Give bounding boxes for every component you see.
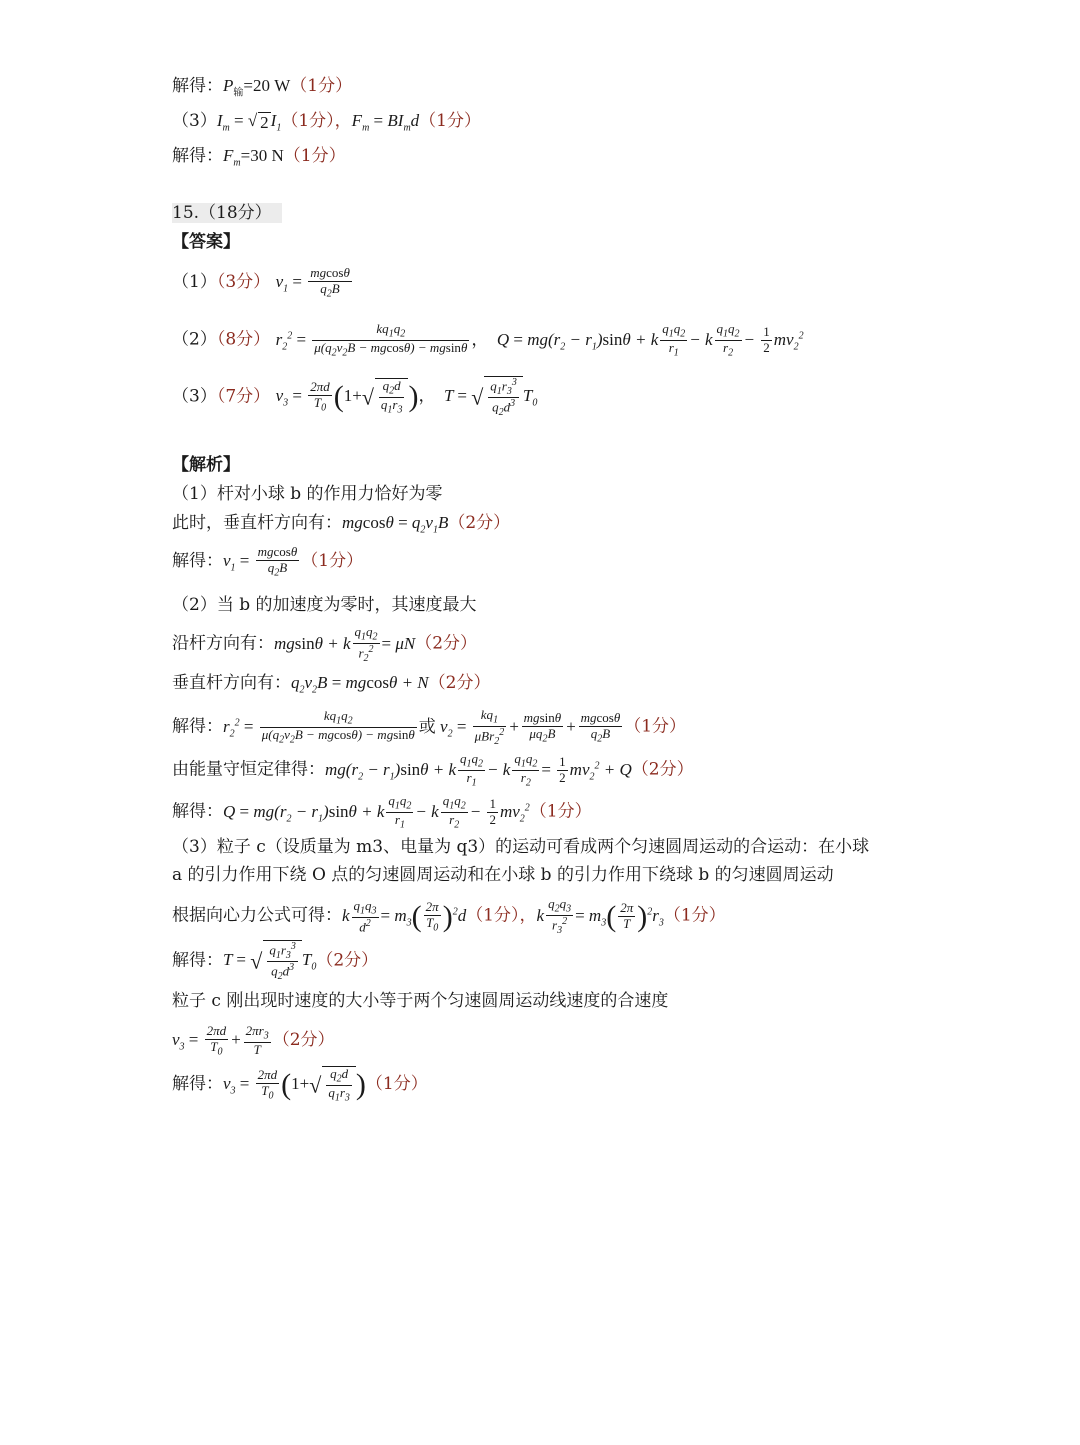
analysis-heading <box>172 456 240 476</box>
score-tag: （2分） <box>316 950 379 971</box>
score-tag: （2分） <box>415 633 478 654</box>
score-tag: （2分） <box>428 673 491 693</box>
answer-label: 【答案】 <box>172 232 240 252</box>
score-tag: （7分） <box>216 386 271 407</box>
q-formula: $Q = mg(r_2 - r_1)\sin\theta + k$ $\frac{q_1q_2}{r_1}$ − k $\frac{q_1q_2}{r_2}$ − $\frac{1}{2}$ $mv_2^2$ <box>223 793 530 831</box>
analysis-centripetal <box>172 897 726 937</box>
solve-label: 解得： <box>172 76 223 96</box>
score-tag: （2分） <box>272 1029 335 1050</box>
analysis-part-1-intro <box>172 485 443 505</box>
line-force-result <box>172 146 346 169</box>
analysis-t-result <box>172 940 378 983</box>
score-tag: （2分） <box>631 759 694 780</box>
score-tag: （8分） <box>216 329 271 350</box>
line-current-force <box>172 111 481 134</box>
analysis-v3-sum <box>172 1024 335 1058</box>
answer-part-3 <box>172 376 537 419</box>
analysis-perp-eq-2 <box>172 673 490 696</box>
score-tag: （3分） <box>216 271 271 292</box>
problem-number: 15.（18分） <box>172 203 282 223</box>
analysis-r2-v2-result <box>172 708 686 748</box>
perp-equation: $mgcos\theta = q_2v_1B$ <box>342 513 449 536</box>
statement-text: （2）当 b 的加速度为零时，其速度最大 <box>172 595 477 615</box>
score-tag: （2分） <box>448 513 511 533</box>
score-tag: （1分）， <box>281 111 352 131</box>
r2-v2-formula: $r_2^2$ = $\frac{kq_1q_2}{\mu(q_2v_2B - mgcos\theta) - mgsin\theta}$ 或 $v_2$ = $\frac{kq_1}{\mu Br_2^2}$ + $\frac{mgsin\theta}{\mu q_2B}$ + $\frac{mgcos\theta}{q_2B}$ <box>223 707 621 748</box>
statement-text: 垂直杆方向有： <box>172 673 291 693</box>
analysis-v3-result <box>172 1066 428 1104</box>
problem-15-heading <box>172 204 282 224</box>
analysis-part-3-intro-1 <box>172 838 869 858</box>
answer-heading <box>172 233 240 253</box>
analysis-part-2-intro <box>172 596 477 616</box>
energy-equation: $mg(r_2 - r_1)\sin\theta + k$ $\frac{q_1q_2}{r_1}$ − k $\frac{q_1q_2}{r_2}$ = $\frac{1}{2}$ $mv_2^2 + Q$ <box>325 751 632 789</box>
v1-formula: $v_1$ = $\frac{mgcos\theta}{q_2B}$ <box>223 544 298 579</box>
analysis-perp-eq-1 <box>172 513 510 536</box>
statement-text: a 的引力作用下绕 O 点的匀速圆周运动和在小球 b 的引力作用下绕球 b 的匀速圆周运动 <box>172 865 834 885</box>
v1-formula: $v_1$ = $\frac{mgcos\theta}{q_2B}$ <box>275 265 350 300</box>
line-power-result <box>172 76 352 99</box>
score-tag: （1分） <box>419 111 481 131</box>
statement-text: 粒子 c 刚出现时速度的大小等于两个匀速圆周运动线速度的合速度 <box>172 991 669 1011</box>
part-number: （3） <box>172 111 217 131</box>
solve-label: 解得： <box>172 146 223 166</box>
answer-part-2 <box>172 322 804 359</box>
score-tag: （1分） <box>624 716 687 737</box>
part-number: （1） <box>172 271 217 292</box>
perp-equation: $q_2v_2B = mgcos\theta + N$ <box>291 673 429 696</box>
part-number: （2） <box>172 329 217 350</box>
centripetal-eq-2: k $\frac{q_2q_3}{r_3^2}$ = $m_3$( $\frac{2\pi}{T}$ )$^2r_3$ <box>536 896 664 937</box>
solve-label: 解得： <box>172 550 223 571</box>
analysis-label: 【解析】 <box>172 455 240 475</box>
score-tag: （1分） <box>301 550 364 571</box>
v3-sum-formula: $v_3$ = $\frac{2\pi d}{T_0}$ + $\frac{2\pi r_3}{T}$ <box>172 1023 269 1058</box>
score-tag: （1分） <box>365 1074 428 1094</box>
analysis-q-result <box>172 794 592 831</box>
along-rod-equation: mgsinθ + k $\frac{q_1q_2}{r_2^2}$ = μN <box>274 624 416 665</box>
statement-text: 由能量守恒定律得： <box>172 759 325 780</box>
score-tag: （1分） <box>283 146 346 166</box>
t-formula: T = √ $\frac{q_1r_3^3}{q_2d^3}$ $T_0$ <box>223 941 317 983</box>
solve-label: 解得： <box>172 1074 223 1094</box>
force-expr: $F_m = BI_md$ <box>351 111 420 134</box>
analysis-part-3-intro-2 <box>172 866 834 886</box>
r2-q-formula: $r_2^2$ = $\frac{kq_1q_2}{\mu(q_2v_2B - mgcos\theta) - mgsin\theta}$ ， $Q = mg(r_2 - r_1)\sin\theta + k$ $\frac{q_1q_2}{r_1}$ − k $\frac{q_1q_2}{r_2}$ − $\frac{1}{2}$ $mv_2^2$ <box>275 321 804 359</box>
analysis-velocity-statement <box>172 992 668 1012</box>
solve-label: 解得： <box>172 801 223 822</box>
score-tag: （1分） <box>663 905 726 926</box>
v3-formula: $v_3$ = $\frac{2\pi d}{T_0}$ (1+√ $\frac{q_2d}{q_1r_3}$ ) <box>223 1066 366 1104</box>
current-expr: $I_m$ = √ 2 $I_1$ <box>216 111 282 134</box>
statement-text: （1）杆对小球 b 的作用力恰好为零 <box>172 484 443 504</box>
statement-text: （3）粒子 c（设质量为 m3、电量为 q3）的运动可看成两个匀速圆周运动的合运动：在小球 <box>172 837 870 857</box>
score-tag: （1分） <box>529 801 592 822</box>
analysis-energy-eq <box>172 752 694 789</box>
statement-text: 根据向心力公式可得： <box>172 905 342 926</box>
part-number: （3） <box>172 386 217 407</box>
v3-t-formula: $v_3$ = $\frac{2\pi d}{T_0}$ (1+√ $\frac{q_2d}{q_1r_3}$ )， T = √ $\frac{q_1r_3^3}{q_2d^3}$ $T_0$ <box>275 377 538 419</box>
score-tag: （1分） <box>290 76 353 96</box>
answer-part-1 <box>172 266 354 300</box>
statement-text: 此时，垂直杆方向有： <box>172 513 342 533</box>
score-tag: （1分）， <box>466 905 537 926</box>
centripetal-eq-1: k $\frac{q_1q_3}{d^2}$ = $m_3$( $\frac{2\pi}{T_0}$ )$^2$d <box>342 897 467 934</box>
analysis-along-rod <box>172 625 477 665</box>
analysis-v1-result <box>172 545 363 579</box>
statement-text: 沿杆方向有： <box>172 633 274 654</box>
solve-label: 解得： <box>172 716 223 737</box>
power-expr: $P_输=20$ W <box>223 76 291 99</box>
force-result-expr: $F_m=30$ N <box>223 146 284 169</box>
solve-label: 解得： <box>172 950 223 971</box>
